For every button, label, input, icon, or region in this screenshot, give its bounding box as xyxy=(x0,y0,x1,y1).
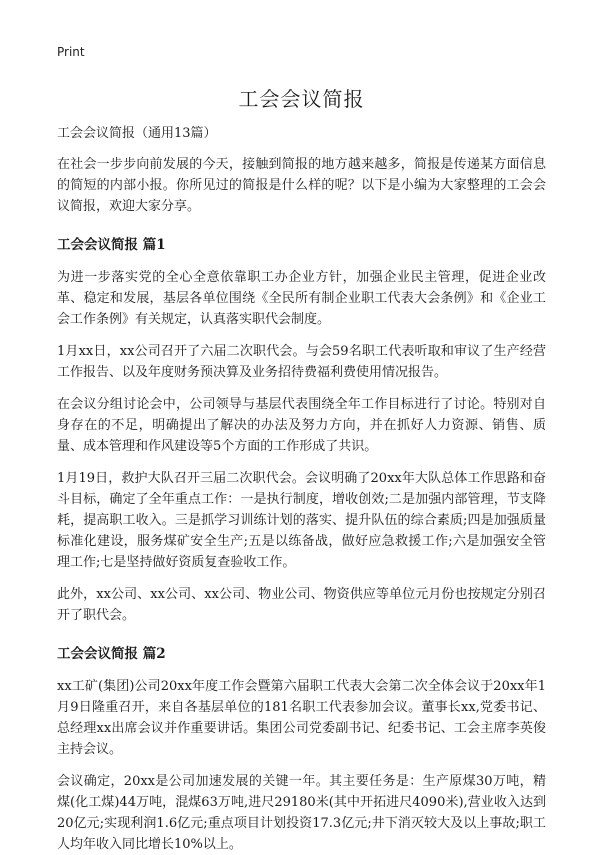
document-title: 工会会议简报 xyxy=(238,87,365,111)
section-1-paragraph-1: 为进一步落实党的全心全意依靠职工办企业方针，加强企业民主管理，促进企业改革、稳定和发展，基层各单位围绕《全民所有制企业职工代表大会条例》和《企业工会工作条例》有关规定，认真落实职代会制度。 xyxy=(57,270,546,327)
section-heading-1: 工会会议简报 篇1 xyxy=(57,237,166,253)
section-1-paragraph-3: 在会议分组讨论会中，公司领导与基层代表围绕全年工作目标进行了讨论。特别对自身存在的不足，明确提出了解决的办法及努力方向，并在抓好人力资源、销售、质量、成本管理和作风建设等5个方面的工作形成了共识。 xyxy=(57,397,546,454)
section-heading-2: 工会会议简报 篇2 xyxy=(57,646,166,662)
print-link[interactable]: Print xyxy=(57,45,85,59)
document-subtitle: 工会会议简报（通用13篇） xyxy=(57,126,217,141)
section-2-paragraph-1: xx工矿(集团)公司20xx年度工作会暨第六届职工代表大会第二次全体会议于20xx年1月9日隆重召开，来自各基层单位的181名职工代表参加会议。董事长xx,党委书记、总经理xx出席会议并作重要讲话。集团公司党委副书记、纪委书记、工会主席李英俊主持会议。 xyxy=(57,679,546,757)
intro-paragraph: 在社会一步步向前发展的今天，接触到简报的地方越来越多，简报是传递某方面信息的简短的内部小报。你所见过的简报是什么样的呢？以下是小编为大家整理的工会会议简报，欢迎大家分享。 xyxy=(57,157,546,214)
section-2-paragraph-2: 会议确定，20xx是公司加速发展的关键一年。其主要任务是：生产原煤30万吨，精煤(化工煤)44万吨，混煤63万吨,进尺29180米(其中开拓进尺4090米),营业收入达到20亿元;实现利润1.6亿元;重点项目计划投资17.3亿元;井下消灭较大及以上事故;职工人均年收入同比增长10%以上。 xyxy=(57,774,546,852)
section-1-paragraph-4: 1月19日，救护大队召开三届二次职代会。会议明确了20xx年大队总体工作思路和奋斗目标，确定了全年重点工作：一是执行制度，增收创效;二是加强内部管理，节支降耗，提高职工收入。三是抓学习训练计划的落实、提升队伍的综合素质;四是加强质量标准化建设，服务煤矿安全生产;五是以练备战，做好应急救援工作;六是加强安全管理工作;七是坚持做好资质复查验收工作。 xyxy=(57,471,546,570)
section-1-paragraph-2: 1月xx日，xx公司召开了六届二次职代会。与会59名职工代表听取和审议了生产经营工作报告、以及年度财务预决算及业务招待费福利费使用情况报告。 xyxy=(57,344,546,380)
section-1-paragraph-5: 此外，xx公司、xx公司、xx公司、物业公司、物资供应等单位元月份也按规定分别召开了职代会。 xyxy=(57,587,546,623)
